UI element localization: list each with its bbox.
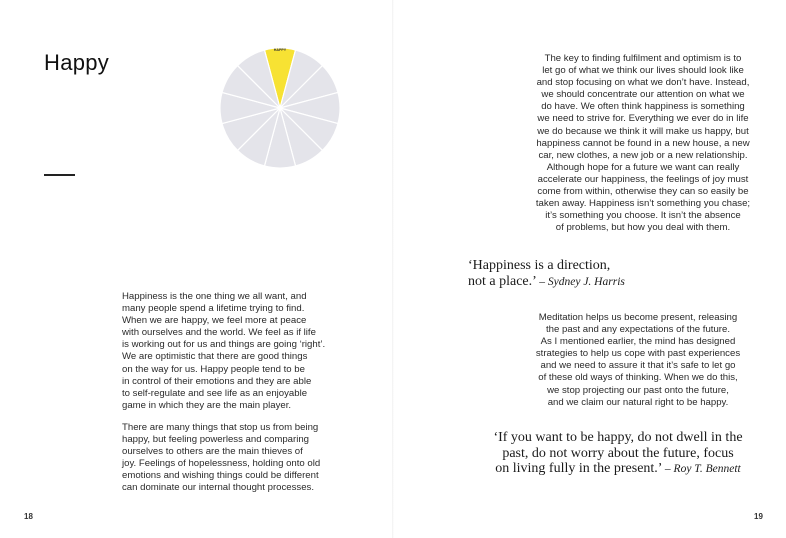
quote-harris	[468, 258, 748, 290]
quote-bennett	[468, 430, 768, 478]
intro-paragraph: Happiness is the one thing we all want, and many people spend a lifetime trying to find. When we are happy, we feel more at peace with ourselves and the world. We feel as if life is working out for us and things are going ‘right’. We are optimistic that there are good things on the way for us. Happy people tend to be in control of their emotions and they are able to self-regulate and see life as an enjoyable game in which they are the main player.	[122, 291, 326, 411]
wheel-highlight-label: HAPPY	[273, 48, 287, 52]
page-number-left: 18	[24, 512, 33, 521]
fulfilment-paragraph: The key to finding fulfilment and optimism is to let go of what we think our lives should look like and stop focusing on what we don’t have. Instead, we should concentrate our attention on what we do have. We often think happiness is something we need to strive for. Everything we ever do in life we do because we think it will make us happy, but happiness cannot be found in a new house, a new car, new clothes, a new job or a new relationship. Although hope for a future we want can really accelerate our happiness, the feelings of joy must come from within, otherwise they can so easily be taken away. Happiness isn’t something you chase; it’s something you choose. It isn’t the absence of problems, but how you deal with them.	[535, 53, 751, 234]
emotion-wheel	[217, 42, 343, 168]
quote-harris-text: ‘Happiness is a direction, not a place.’	[468, 258, 611, 289]
title-rule	[44, 174, 75, 176]
quote-bennett-text: ‘If you want to be happy, do not dwell in the past, do not worry about the future, focus on living fully in the present.’	[493, 430, 743, 476]
page-title: Happy	[44, 50, 110, 75]
second-paragraph: There are many things that stop us from being happy, but feeling powerless and comparing ourselves to others are the main thieves of joy. Feelings of hopelessness, holding onto old emotions and wishing things could be different can dominate our internal thought processes.	[122, 422, 321, 494]
page-number-right: 19	[754, 512, 763, 521]
quote-bennett-author: – Roy T. Bennett	[664, 463, 741, 475]
right-page	[393, 0, 786, 538]
quote-harris-author: – Sydney J. Harris	[539, 275, 625, 288]
meditation-paragraph: Meditation helps us become present, releasing the past and any expectations of the future. As I mentioned earlier, the mind has designed strategies to help us cope with past experiences and we need to assure it that it’s safe to let go of these old ways of thinking. When we do this, we stop projecting our past onto the future, and we claim our natural right to be happy.	[535, 312, 741, 408]
